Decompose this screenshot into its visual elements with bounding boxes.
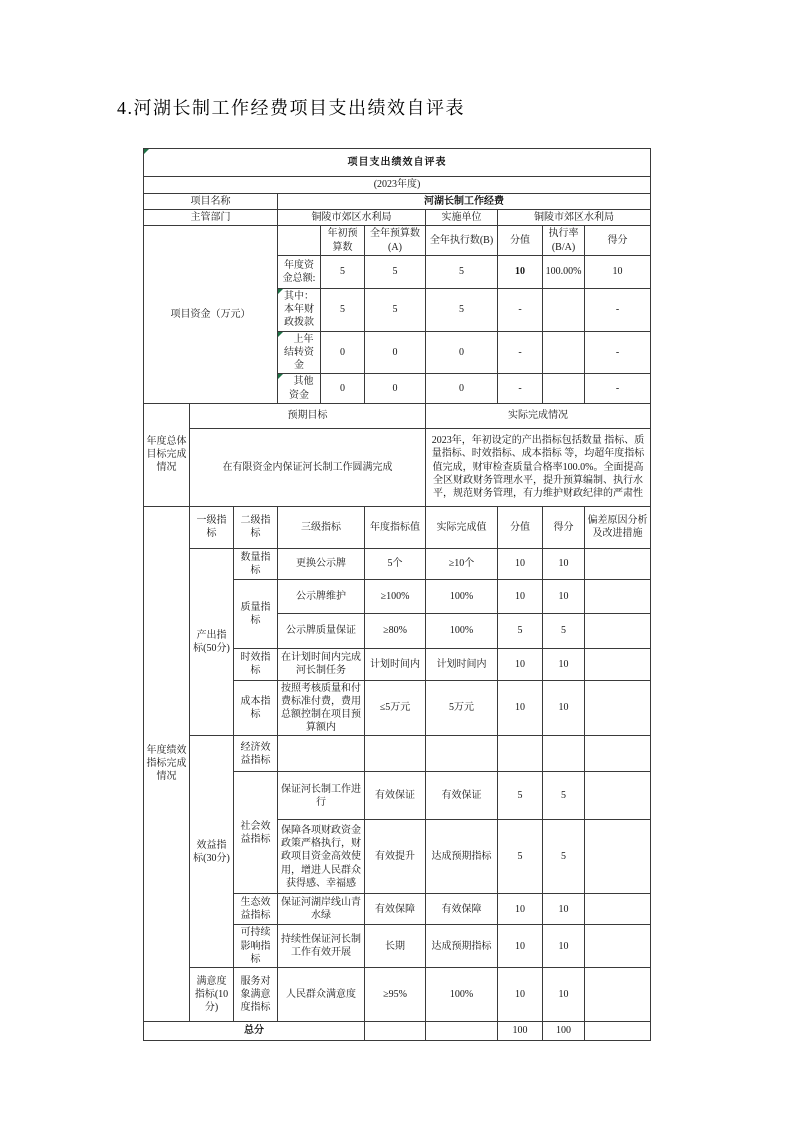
empty-cell <box>426 1022 498 1041</box>
indicator-note <box>585 820 651 894</box>
indicator-name: 人民群众满意度 <box>278 968 365 1022</box>
indicator-note <box>585 736 651 772</box>
indicator-score-got <box>543 736 585 772</box>
funds-row-label-text: 其他资金 <box>289 376 314 401</box>
indicator-target: 有效保障 <box>365 894 426 925</box>
indicator-target: 有效保证 <box>365 772 426 820</box>
ind-header-target: 年度指标值 <box>365 506 426 548</box>
ind-header-level2: 二级指标 <box>234 506 278 548</box>
impl-unit-value: 铜陵市郊区水利局 <box>498 210 651 226</box>
table-title: 项目支出绩效自评表 <box>347 156 447 168</box>
funds-cell: 5 <box>365 288 426 331</box>
project-name-label: 项目名称 <box>144 194 278 210</box>
indicator-target <box>365 736 426 772</box>
indicator-actual <box>426 736 498 772</box>
table-subtitle: (2023年度) <box>144 177 651 194</box>
ind-header-deviation: 偏差原因分析及改进措施 <box>585 506 651 548</box>
indicator-score-got: 10 <box>543 925 585 968</box>
indicator-note <box>585 579 651 613</box>
empty-cell <box>585 1022 651 1041</box>
indicator-note <box>585 925 651 968</box>
impl-unit-label: 实施单位 <box>426 210 498 226</box>
indicator-actual: 5万元 <box>426 680 498 736</box>
indicator-name: 在计划时间内完成河长制任务 <box>278 648 365 680</box>
indicator-score-got: 10 <box>543 579 585 613</box>
funds-cell-exec-rate: 100.00% <box>543 255 585 288</box>
indicator-target: ≥80% <box>365 613 426 648</box>
funds-cell: 5 <box>426 288 498 331</box>
funds-row-label-other <box>278 374 321 403</box>
indicator-score-value: 10 <box>498 925 543 968</box>
indicator-target: ≤5万元 <box>365 680 426 736</box>
funds-cell: 0 <box>365 331 426 374</box>
funds-row-label-text: 上年结转资金 <box>284 333 314 372</box>
indicator-score-value: 5 <box>498 772 543 820</box>
indicator-note <box>585 894 651 925</box>
indicator-target: 有效提升 <box>365 820 426 894</box>
ind-header-actual: 实际完成值 <box>426 506 498 548</box>
funds-cell-score-value: 10 <box>498 255 543 288</box>
funds-section-label: 项目资金（万元） <box>144 226 278 403</box>
funds-cell-score-value: - <box>498 374 543 403</box>
ind-header-score-got: 得分 <box>543 506 585 548</box>
indicator-name: 更换公示牌 <box>278 548 365 579</box>
funds-col-header-exec-rate: 执行率(B/A) <box>543 226 585 255</box>
level2-indicator: 数量指标 <box>234 548 278 579</box>
funds-cell: 5 <box>321 255 365 288</box>
indicator-score-value: 10 <box>498 548 543 579</box>
indicator-actual: 有效保证 <box>426 772 498 820</box>
indicator-score-got: 10 <box>543 968 585 1022</box>
indicator-score-value: 5 <box>498 613 543 648</box>
indicator-score-value: 10 <box>498 579 543 613</box>
funds-cell-score-value: - <box>498 288 543 331</box>
indicator-target: ≥95% <box>365 968 426 1022</box>
goal-section-label: 年度总体目标完成情况 <box>144 403 190 506</box>
indicator-name <box>278 736 365 772</box>
funds-cell-score-got: 10 <box>585 255 651 288</box>
indicator-name: 保障各项财政资金政策严格执行，财政项目资金高效使用，增进人民群众获得感、幸福感 <box>278 820 365 894</box>
indicator-note <box>585 968 651 1022</box>
level2-indicator: 质量指标 <box>234 579 278 648</box>
funds-cell: 0 <box>321 374 365 403</box>
indicator-note <box>585 648 651 680</box>
level1-indicator-benefit: 效益指标(30分) <box>190 736 234 968</box>
level1-indicator-output: 产出指标(50分) <box>190 548 234 736</box>
indicator-score-got: 10 <box>543 680 585 736</box>
actual-result-header: 实际完成情况 <box>426 403 651 428</box>
ind-header-level3: 三级指标 <box>278 506 365 548</box>
indicator-note <box>585 548 651 579</box>
funds-cell: 5 <box>321 288 365 331</box>
indicator-note <box>585 613 651 648</box>
comment-triangle-icon <box>278 289 283 294</box>
empty-cell <box>278 226 321 255</box>
indicator-note <box>585 680 651 736</box>
funds-cell: 0 <box>426 374 498 403</box>
level2-indicator: 经济效益指标 <box>234 736 278 772</box>
indicator-target: ≥100% <box>365 579 426 613</box>
funds-cell: 0 <box>365 374 426 403</box>
dept-value: 铜陵市郊区水利局 <box>278 210 426 226</box>
indicator-actual: 100% <box>426 613 498 648</box>
indicator-score-got: 5 <box>543 613 585 648</box>
funds-row-label-text: 其中：本年财政拨款 <box>284 290 314 329</box>
funds-col-header-score-value: 分值 <box>498 226 543 255</box>
total-score-got: 100 <box>543 1022 585 1041</box>
level1-indicator-satisfaction: 满意度指标(10分) <box>190 968 234 1022</box>
indicator-score-got: 10 <box>543 894 585 925</box>
indicator-actual: 计划时间内 <box>426 648 498 680</box>
funds-col-header-initial-budget: 年初预算数 <box>321 226 365 255</box>
total-score-value: 100 <box>498 1022 543 1041</box>
empty-cell <box>365 1022 426 1041</box>
indicator-score-got: 10 <box>543 548 585 579</box>
funds-cell-exec-rate <box>543 331 585 374</box>
funds-cell-score-got: - <box>585 374 651 403</box>
funds-cell-score-value: - <box>498 331 543 374</box>
project-name-value: 河湖长制工作经费 <box>278 194 651 210</box>
indicator-name: 保证河湖岸线山青水绿 <box>278 894 365 925</box>
expected-goal-header: 预期目标 <box>190 403 426 428</box>
indicator-actual: 100% <box>426 968 498 1022</box>
level2-indicator: 社会效益指标 <box>234 772 278 894</box>
funds-cell: 5 <box>365 255 426 288</box>
indicator-score-value: 10 <box>498 648 543 680</box>
comment-triangle-icon <box>278 332 283 337</box>
indicator-name: 公示牌维护 <box>278 579 365 613</box>
ind-header-score-value: 分值 <box>498 506 543 548</box>
comment-triangle-icon <box>278 374 283 379</box>
indicator-score-value <box>498 736 543 772</box>
indicator-score-value: 5 <box>498 820 543 894</box>
indicator-score-value: 10 <box>498 894 543 925</box>
ind-header-level1: 一级指标 <box>190 506 234 548</box>
dept-label: 主管部门 <box>144 210 278 226</box>
table-title-cell <box>144 149 651 177</box>
expected-goal-value: 在有限资金内保证河长制工作圆满完成 <box>190 428 426 506</box>
indicator-actual: 达成预期指标 <box>426 925 498 968</box>
funds-cell: 5 <box>426 255 498 288</box>
actual-result-value: 2023年，年初设定的产出指标包括数量 指标、质量指标、时效指标、成本指标 等，均超年度指标值完成，财审检查质量合格率100.0%。全面提高全区财政财务管理水平，提升预算编制、执行水平，规范财务管理，有力维护财政纪律的严肃性 <box>426 428 651 506</box>
comment-triangle-icon <box>144 149 149 154</box>
funds-row-label-total: 年度资金总额: <box>278 255 321 288</box>
indicator-actual: 有效保障 <box>426 894 498 925</box>
indicator-name: 保证河长制工作进行 <box>278 772 365 820</box>
indicator-score-value: 10 <box>498 680 543 736</box>
total-label: 总分 <box>144 1022 365 1041</box>
indicator-target: 5个 <box>365 548 426 579</box>
indicator-actual: ≥10个 <box>426 548 498 579</box>
indicator-target: 计划时间内 <box>365 648 426 680</box>
funds-cell: 0 <box>321 331 365 374</box>
performance-self-assessment-table <box>143 148 651 1041</box>
level2-indicator: 成本指标 <box>234 680 278 736</box>
indicator-target: 长期 <box>365 925 426 968</box>
indicator-actual: 100% <box>426 579 498 613</box>
funds-cell-score-got: - <box>585 288 651 331</box>
funds-row-label-carryover <box>278 331 321 374</box>
indicator-score-got: 10 <box>543 648 585 680</box>
funds-col-header-annual-budget: 全年预算数(A) <box>365 226 426 255</box>
funds-cell-exec-rate <box>543 288 585 331</box>
funds-col-header-annual-exec: 全年执行数(B) <box>426 226 498 255</box>
funds-cell-exec-rate <box>543 374 585 403</box>
level2-indicator: 服务对象满意度指标 <box>234 968 278 1022</box>
funds-row-label-fiscal <box>278 288 321 331</box>
level2-indicator: 可持续影响指标 <box>234 925 278 968</box>
indicators-section-label: 年度绩效指标完成情况 <box>144 506 190 1021</box>
indicator-name: 持续性保证河长制工作有效开展 <box>278 925 365 968</box>
funds-col-header-score-got: 得分 <box>585 226 651 255</box>
funds-cell-score-got: - <box>585 331 651 374</box>
level2-indicator: 生态效益指标 <box>234 894 278 925</box>
indicator-actual: 达成预期指标 <box>426 820 498 894</box>
indicator-score-got: 5 <box>543 772 585 820</box>
indicator-score-value: 10 <box>498 968 543 1022</box>
indicator-name: 公示牌质量保证 <box>278 613 365 648</box>
level2-indicator: 时效指标 <box>234 648 278 680</box>
page-heading: 4.河湖长制工作经费项目支出绩效自评表 <box>117 98 465 118</box>
indicator-score-got: 5 <box>543 820 585 894</box>
funds-cell: 0 <box>426 331 498 374</box>
indicator-name: 按照考核质量和付费标准付费，费用总额控制在项目预算额内 <box>278 680 365 736</box>
indicator-note <box>585 772 651 820</box>
